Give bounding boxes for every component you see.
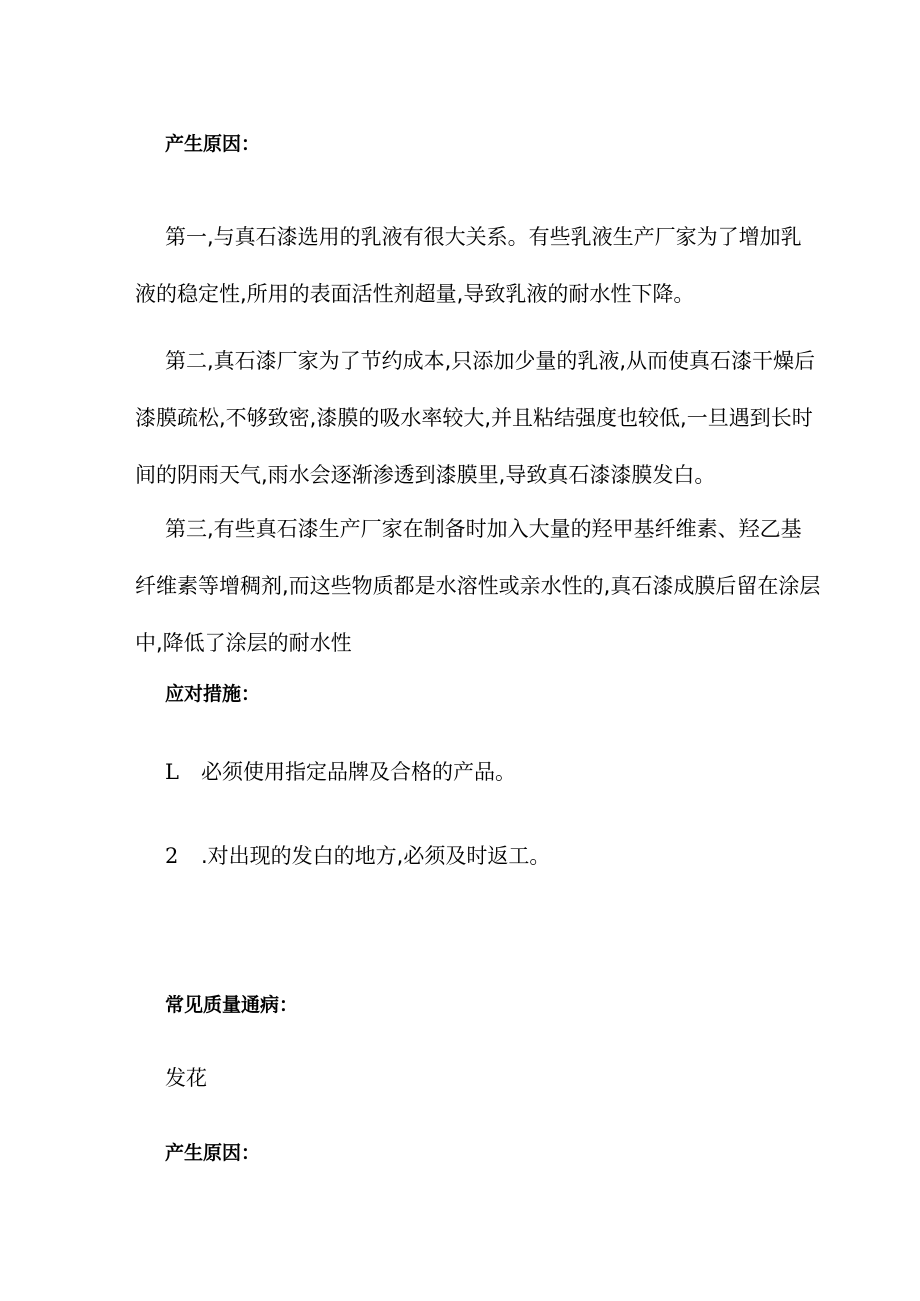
paragraph-first xyxy=(135,209,802,323)
measure-item-2 xyxy=(165,842,550,870)
cause-heading: 产生原因： xyxy=(165,133,261,155)
cause-heading-2: 产生原因： xyxy=(165,1142,261,1164)
paragraph-line: 第三,有些真石漆生产厂家在制备时加入大量的羟甲基纤维素、羟乙基 xyxy=(165,517,802,541)
measure-text: .对出现的发白的地方,必须及时返工。 xyxy=(201,844,551,868)
paragraph-line: 间的阴雨天气,雨水会逐渐渗透到漆膜里,导致真石漆漆膜发白。 xyxy=(135,463,716,487)
paragraph-line: 液的稳定性,所用的表面活性剂超量,导致乳液的耐水性下降。 xyxy=(135,282,695,306)
measures-heading: 应对措施： xyxy=(165,683,261,705)
quality-issue-name: 发花 xyxy=(165,1066,207,1090)
paragraph-third xyxy=(135,501,821,672)
paragraph-line: 第二,真石漆厂家为了节约成本,只添加少量的乳液,从而使真石漆干燥后 xyxy=(165,349,816,373)
measure-number: L xyxy=(165,760,179,784)
paragraph-line: 第一,与真石漆选用的乳液有很大关系。有些乳液生产厂家为了增加乳 xyxy=(165,225,802,249)
quality-issue-heading: 常见质量通病： xyxy=(165,994,299,1016)
measure-text: 必须使用指定品牌及合格的产品。 xyxy=(201,760,516,784)
paragraph-line: 漆膜疏松,不够致密,漆膜的吸水率较大,并且粘结强度也较低,一旦遇到长时 xyxy=(135,406,813,430)
measure-number: 2 xyxy=(165,844,179,868)
measure-item-1 xyxy=(165,758,516,786)
paragraph-line: 纤维素等增稠剂,而这些物质都是水溶性或亲水性的,真石漆成膜后留在涂层 xyxy=(135,574,821,598)
paragraph-second xyxy=(135,333,816,504)
paragraph-line: 中,降低了涂层的耐水性 xyxy=(135,631,352,655)
